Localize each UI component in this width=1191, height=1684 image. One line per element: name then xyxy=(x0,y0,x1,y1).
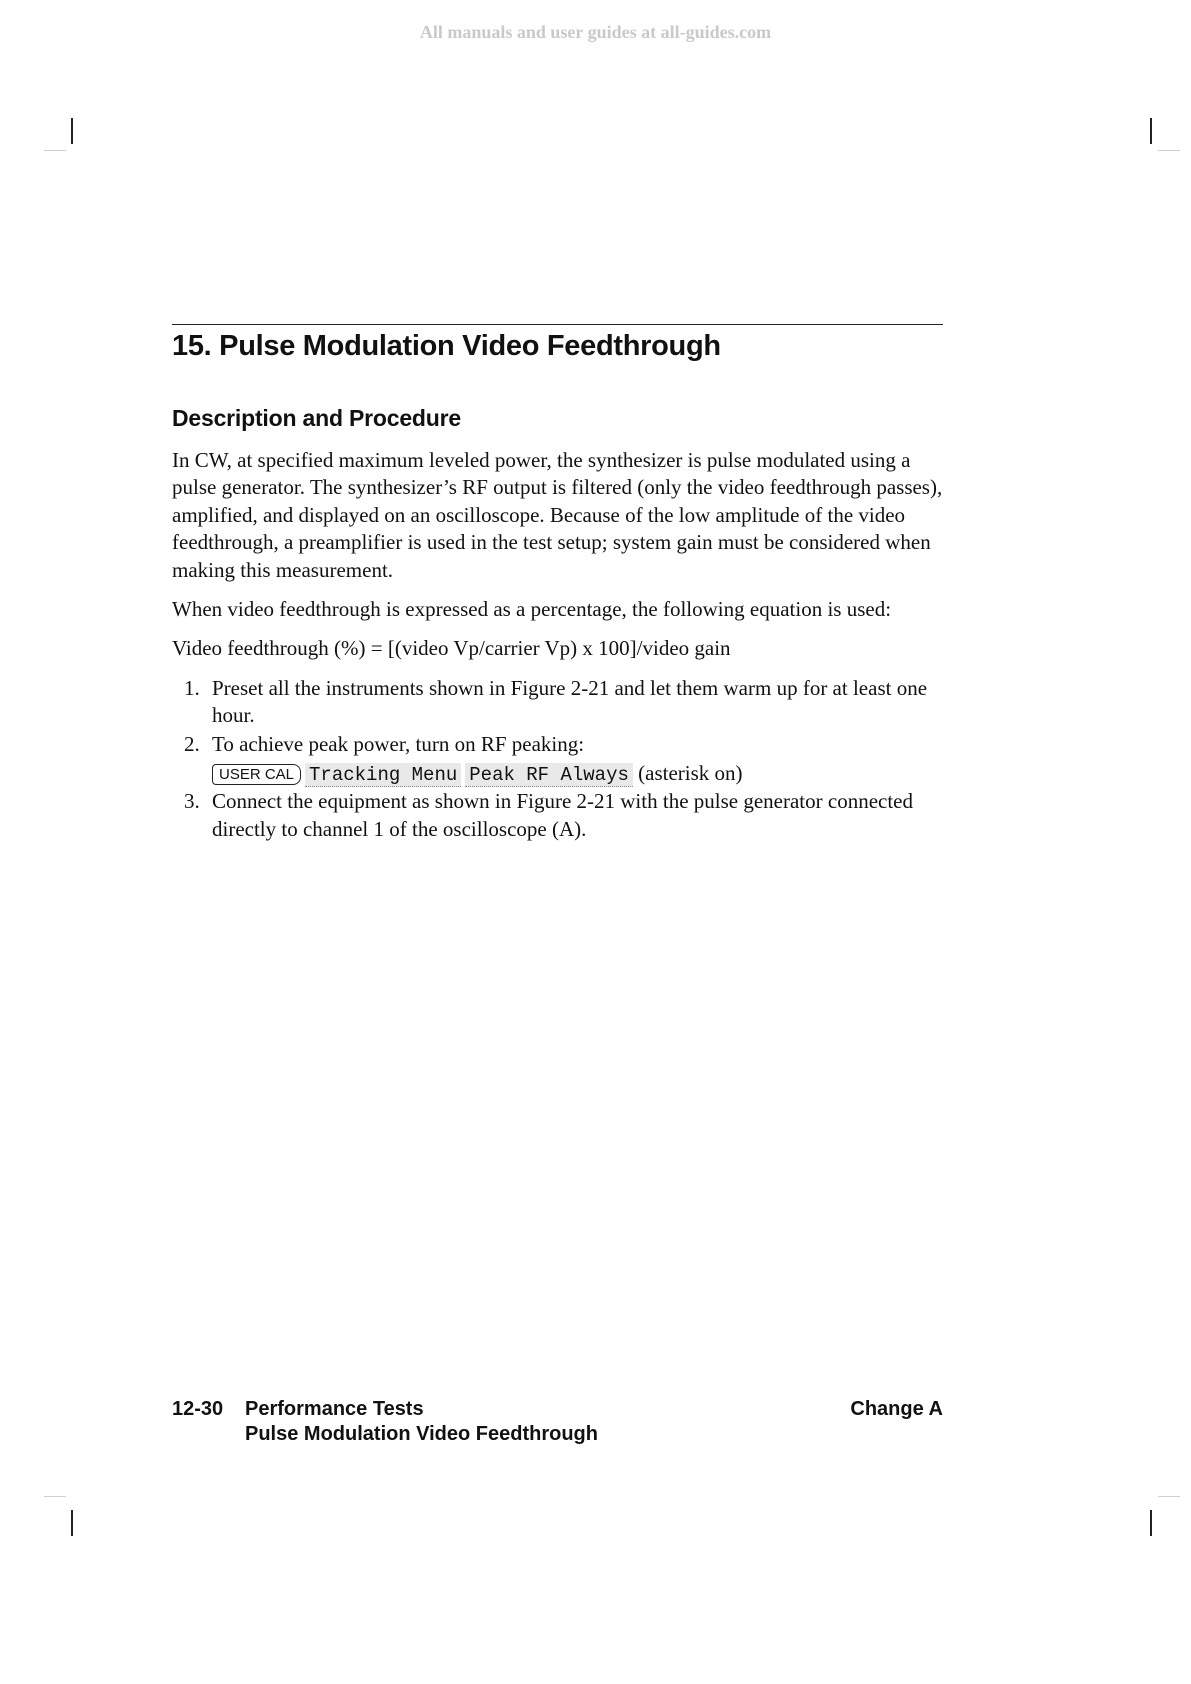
procedure-steps xyxy=(172,675,952,843)
step-number: 1. xyxy=(184,675,200,700)
key-note: (asterisk on) xyxy=(638,761,743,786)
user-cal-hardkey: USER CAL xyxy=(212,764,301,785)
step-3 xyxy=(172,788,952,843)
paragraph-percentage: When video feedthrough is expressed as a percentage, the following equation is used: xyxy=(172,597,892,622)
step-2 xyxy=(172,731,952,788)
watermark: All manuals and user guides at all-guides.com xyxy=(419,22,772,42)
crop-mark-top-left-h xyxy=(44,150,66,151)
step-text: Connect the equipment as shown in Figure 2-21 with the pulse generator connected directly to channel 1 of the oscilloscope (A). xyxy=(212,789,913,841)
step-number: 2. xyxy=(184,731,200,756)
crop-mark-top-right xyxy=(1150,118,1152,144)
crop-mark-bottom-left-h xyxy=(44,1496,66,1497)
paragraph-description: In CW, at specified maximum leveled power, the synthesizer is pulse modulated using a pulse generator. The synthesizer’s RF output is filtered (only the video feedthrough passes), amplified, and displayed on an oscilloscope. Because of the low amplitude of the video feedthrough, a preamplifier is used in the test setup; system gain must be considered when making this measurement. xyxy=(172,448,943,582)
footer-change: Change A xyxy=(850,1398,943,1420)
peak-rf-always-softkey: Peak RF Always xyxy=(465,763,633,787)
crop-mark-bottom-right-h xyxy=(1158,1496,1180,1497)
step-number: 3. xyxy=(184,789,200,814)
step-text: Preset all the instruments shown in Figure 2-21 and let them warm up for at least one hour. xyxy=(212,675,928,728)
crop-mark-top-left xyxy=(71,118,73,144)
crop-mark-bottom-left xyxy=(71,1510,73,1536)
tracking-menu-softkey: Tracking Menu xyxy=(305,763,461,787)
crop-mark-bottom-right xyxy=(1150,1510,1152,1536)
footer-subsection: Pulse Modulation Video Feedthrough xyxy=(245,1423,598,1445)
section-title: 15. Pulse Modulation Video Feedthrough xyxy=(172,330,721,362)
footer-section: Performance Tests xyxy=(245,1398,424,1420)
page-number: 12-30 xyxy=(172,1398,224,1420)
section-subtitle: Description and Procedure xyxy=(172,405,461,431)
step-text: To achieve peak power, turn on RF peaking: xyxy=(212,731,585,756)
step-1 xyxy=(172,675,952,730)
equation: Video feedthrough (%) = [(video Vp/carrier Vp) x 100]/video gain xyxy=(172,636,731,661)
key-sequence xyxy=(212,760,952,787)
body-text xyxy=(172,447,952,844)
crop-mark-top-right-h xyxy=(1158,150,1180,151)
section-rule xyxy=(172,324,943,325)
